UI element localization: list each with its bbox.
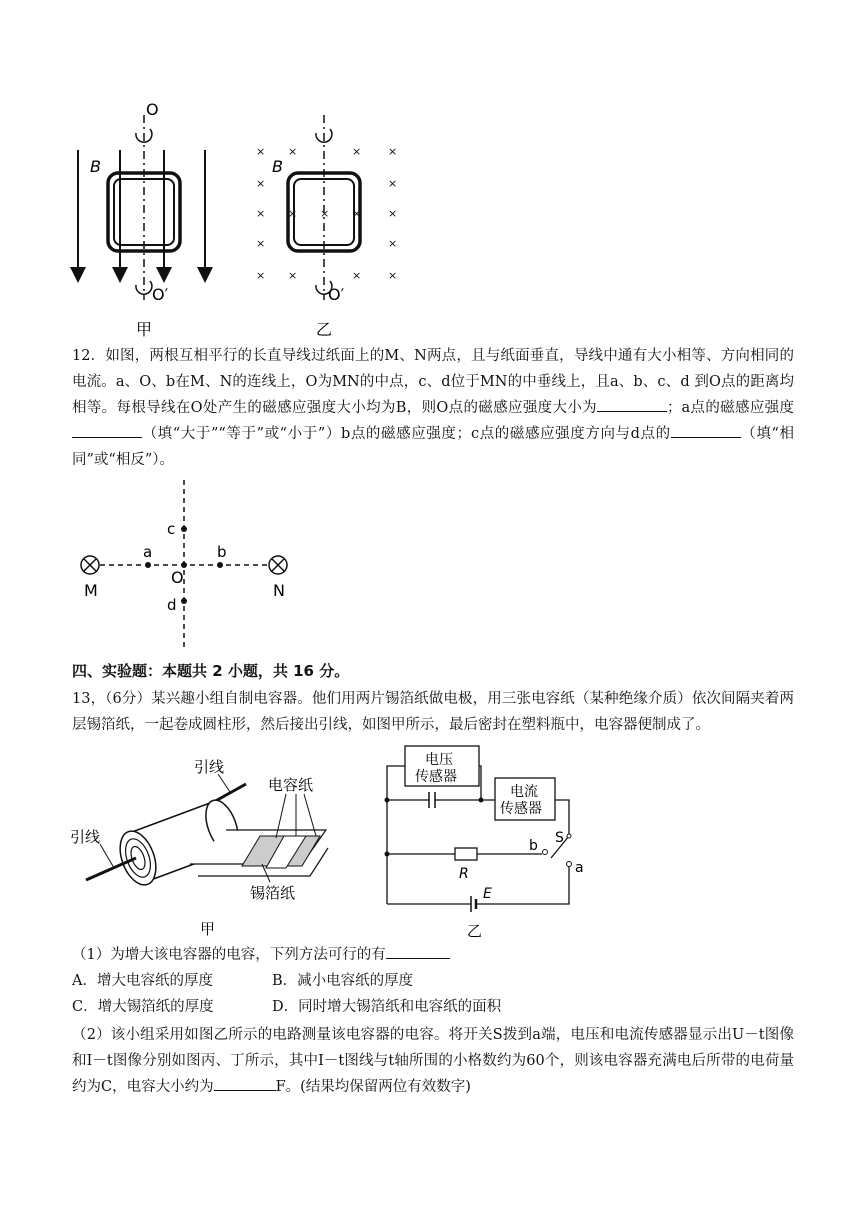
section-heading: 四、实验题：本题共 2 小题，共 16 分。 xyxy=(72,662,350,680)
q13-part2-text: （2）该小组采用如图乙所示的电路测量该电容器的电容。将开关S拨到a端，电压和电流传感器显示出U－t图像和I－t图像分别如图丙、丁所示，其中I－t图线与t轴所围的小格数约为60个，则该电容器充满电后所带的电荷量约为C，电容大小约为 xyxy=(72,1027,794,1095)
svg-text:×: × xyxy=(256,145,266,158)
q12-blank-2[interactable] xyxy=(72,422,142,438)
q13-part2-tail: F。(结果均保留两位有效数字) xyxy=(275,1079,471,1095)
label-c: c xyxy=(167,520,176,538)
svg-text:×: × xyxy=(256,177,266,190)
option-a[interactable]: A．增大电容纸的厚度 xyxy=(72,973,213,989)
question-12 xyxy=(72,343,794,473)
caption-yi: 乙 xyxy=(316,320,333,339)
q12-blank-3[interactable] xyxy=(671,422,741,438)
field-label-yi: B xyxy=(272,157,283,176)
q13-part1-blank[interactable] xyxy=(386,943,450,959)
svg-text:×: × xyxy=(388,145,398,158)
q13-part2-blank[interactable] xyxy=(214,1075,276,1091)
label-m: M xyxy=(84,581,98,600)
option-b[interactable]: B．减小电容纸的厚度 xyxy=(272,973,414,989)
caption-jia: 甲 xyxy=(136,320,153,339)
wire-m-symbol xyxy=(81,556,99,574)
caption-fig-yi: 乙 xyxy=(467,922,483,940)
label-o: O xyxy=(171,568,184,587)
label-a: a xyxy=(143,543,153,561)
option-c[interactable]: C．增大锡箔纸的厚度 xyxy=(72,999,214,1015)
figure-jia xyxy=(78,100,205,339)
svg-text:×: × xyxy=(352,207,362,220)
label-lead-left: 引线 xyxy=(70,828,101,846)
axis-bottom-label-jia: O′ xyxy=(152,285,169,304)
q12-blank-1[interactable] xyxy=(597,396,667,412)
current-sensor-line2: 传感器 xyxy=(500,801,542,817)
field-label-jia: B xyxy=(90,157,101,176)
q12-text: 如图，两根互相平行的长直导线过纸面上的M、N两点，且与纸面垂直，导线中通有大小相等、方向相同的电流。a、O、b在M、N的连线上，O为MN的中点，c、d位于MN的中垂线上，且a、b、c、d 到O点的距离均相等。每根导线在O处产生的磁感应强度大小均为B，则O点的磁感应强度大小为 xyxy=(72,348,794,416)
label-switch: S xyxy=(555,830,564,846)
current-sensor-line1: 电流 xyxy=(510,784,538,800)
svg-text:×: × xyxy=(288,207,298,220)
label-paper: 电容纸 xyxy=(268,776,314,794)
label-b: b xyxy=(217,543,227,561)
label-lead-top: 引线 xyxy=(194,758,225,776)
svg-text:×: × xyxy=(320,207,330,220)
voltage-sensor-line2: 传感器 xyxy=(415,769,457,785)
axis-top-label-jia: O xyxy=(146,100,159,119)
label-resistor: R xyxy=(459,866,469,882)
caption-fig-jia: 甲 xyxy=(200,920,216,938)
svg-text:×: × xyxy=(288,269,298,282)
svg-text:×: × xyxy=(388,269,398,282)
figure-rolled-capacitor xyxy=(70,752,350,942)
svg-text:×: × xyxy=(388,237,398,250)
axis-bottom-label-yi: O′ xyxy=(328,285,345,304)
figure-rotating-coils xyxy=(60,95,420,345)
svg-text:×: × xyxy=(288,145,298,158)
label-foil: 锡箔纸 xyxy=(250,884,296,902)
label-switch-b: b xyxy=(529,838,538,854)
q12-text2: ；a点的磁感应强度 xyxy=(667,400,794,416)
label-d: d xyxy=(167,596,177,614)
question-13-intro: 13，（6分）某兴趣小组自制电容器。他们用两片锡箔纸做电极，用三张电容纸（某种绝缘介质）依次间隔夹着两层锡箔纸，一起卷成圆柱形，然后接出引线，如图甲所示，最后密封在塑料瓶中，电容器便制成了。 xyxy=(72,691,794,733)
figure-yi xyxy=(256,115,397,339)
q12-text4: （填“相同”或“相反”）。 xyxy=(72,426,794,468)
svg-text:×: × xyxy=(256,237,266,250)
svg-text:×: × xyxy=(256,269,266,282)
voltage-sensor-line1: 电压 xyxy=(425,752,453,768)
label-n: N xyxy=(273,581,285,600)
svg-text:×: × xyxy=(388,207,398,220)
svg-text:×: × xyxy=(388,177,398,190)
svg-text:×: × xyxy=(352,269,362,282)
q13-part2 xyxy=(72,1022,794,1100)
wire-n-symbol xyxy=(269,556,287,574)
figure-wires-mn xyxy=(70,480,310,650)
label-switch-a: a xyxy=(575,860,584,876)
option-d[interactable]: D．同时增大锡箔纸和电容纸的面积 xyxy=(272,999,502,1015)
svg-text:×: × xyxy=(352,145,362,158)
q13-part1-text: （1）为增大该电容器的电容，下列方法可行的有 xyxy=(72,947,386,963)
q12-number: 12． xyxy=(72,348,106,364)
q13-part1 xyxy=(72,942,450,968)
q12-text3: （填“大于”“等于”或“小于”）b点的磁感应强度；c点的磁感应强度方向与d点的 xyxy=(142,426,671,442)
figure-circuit xyxy=(375,740,595,940)
svg-text:×: × xyxy=(256,207,266,220)
label-battery: E xyxy=(483,886,492,902)
